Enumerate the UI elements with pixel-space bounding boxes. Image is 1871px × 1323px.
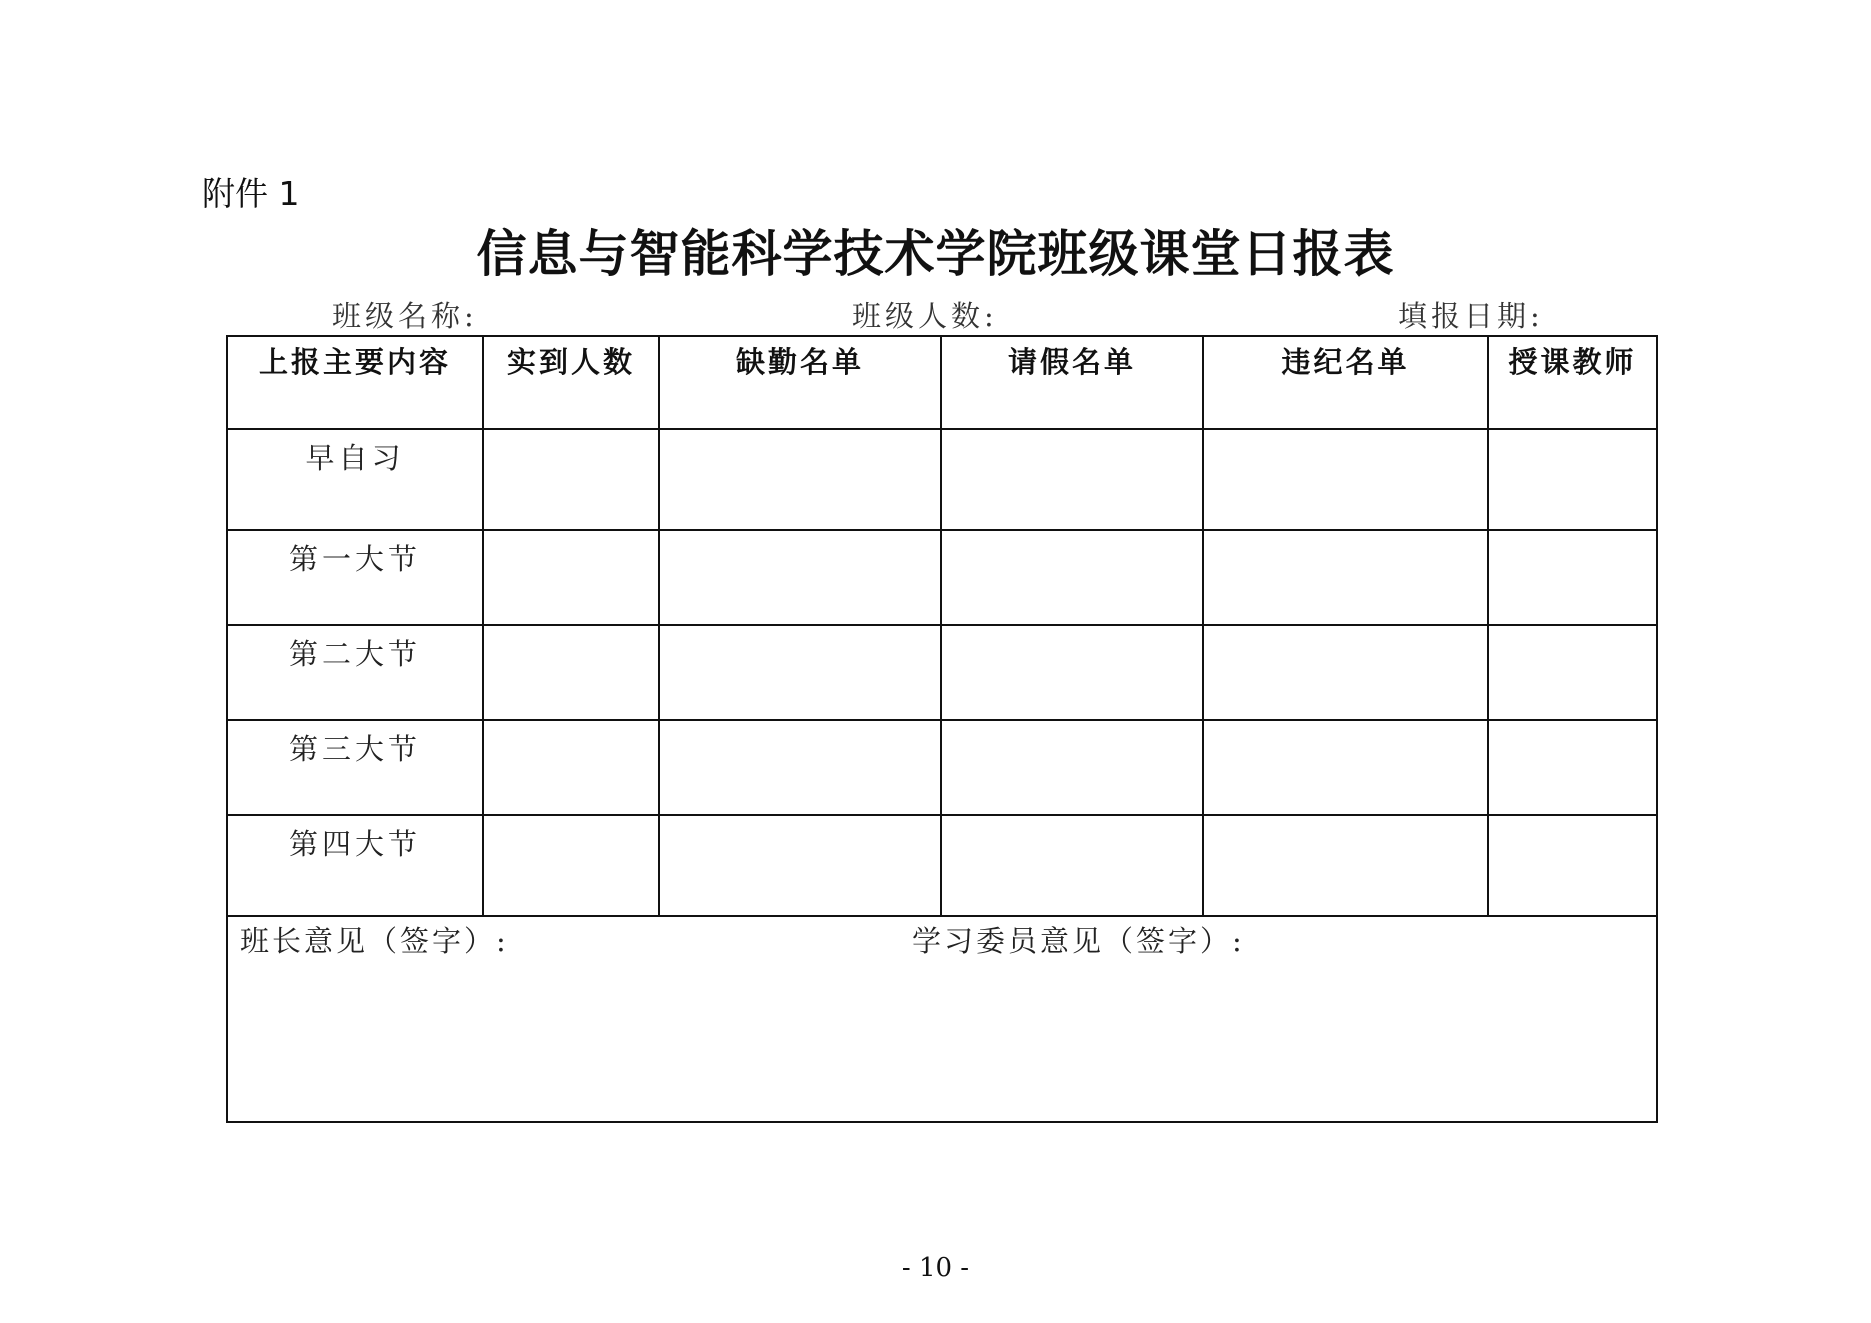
table-cell	[659, 530, 941, 625]
table-cell	[659, 429, 941, 530]
study-committee-signature-label: 学习委员意见（签字）:	[912, 924, 1245, 958]
table-cell	[483, 625, 659, 720]
table-cell	[1203, 815, 1488, 916]
daily-report-table	[226, 335, 1658, 1123]
table-cell	[941, 625, 1203, 720]
table-cell	[483, 530, 659, 625]
table-cell	[483, 429, 659, 530]
report-date-field: 填报日期:	[1398, 299, 1544, 333]
table-cell	[1488, 720, 1657, 815]
monitor-signature-label: 班长意见（签字）:	[240, 924, 509, 958]
header-actual-attendance: 实到人数	[483, 336, 659, 429]
row-label: 第三大节	[227, 720, 483, 815]
signoff-cell	[227, 916, 1657, 1122]
header-report-content: 上报主要内容	[227, 336, 483, 429]
table-cell	[659, 720, 941, 815]
table-row	[227, 429, 1657, 530]
table-cell	[1488, 815, 1657, 916]
attachment-label: 附件 1	[202, 174, 300, 213]
table-cell	[941, 530, 1203, 625]
table-row	[227, 530, 1657, 625]
table-cell	[1203, 720, 1488, 815]
table-cell	[941, 429, 1203, 530]
table-row	[227, 815, 1657, 916]
table-cell	[941, 720, 1203, 815]
table-cell	[1488, 530, 1657, 625]
row-label: 早自习	[227, 429, 483, 530]
table-cell	[1488, 429, 1657, 530]
table-cell	[1203, 429, 1488, 530]
table-row	[227, 720, 1657, 815]
table-cell	[483, 720, 659, 815]
table-cell	[659, 815, 941, 916]
table-header-row	[227, 336, 1657, 429]
table-cell	[1203, 530, 1488, 625]
row-label: 第四大节	[227, 815, 483, 916]
document-title: 信息与智能科学技术学院班级课堂日报表	[476, 224, 1395, 283]
row-label: 第一大节	[227, 530, 483, 625]
table-cell	[483, 815, 659, 916]
header-teacher: 授课教师	[1488, 336, 1657, 429]
class-count-field: 班级人数:	[852, 299, 998, 333]
table-cell	[1488, 625, 1657, 720]
row-label: 第二大节	[227, 625, 483, 720]
table-cell	[659, 625, 941, 720]
table-cell	[1203, 625, 1488, 720]
class-name-field: 班级名称:	[332, 299, 478, 333]
table-cell	[941, 815, 1203, 916]
header-violation-list: 违纪名单	[1203, 336, 1488, 429]
table-row	[227, 625, 1657, 720]
header-absence-list: 缺勤名单	[659, 336, 941, 429]
page-number: - 10 -	[901, 1253, 970, 1283]
header-leave-list: 请假名单	[941, 336, 1203, 429]
signoff-row	[227, 916, 1657, 1122]
